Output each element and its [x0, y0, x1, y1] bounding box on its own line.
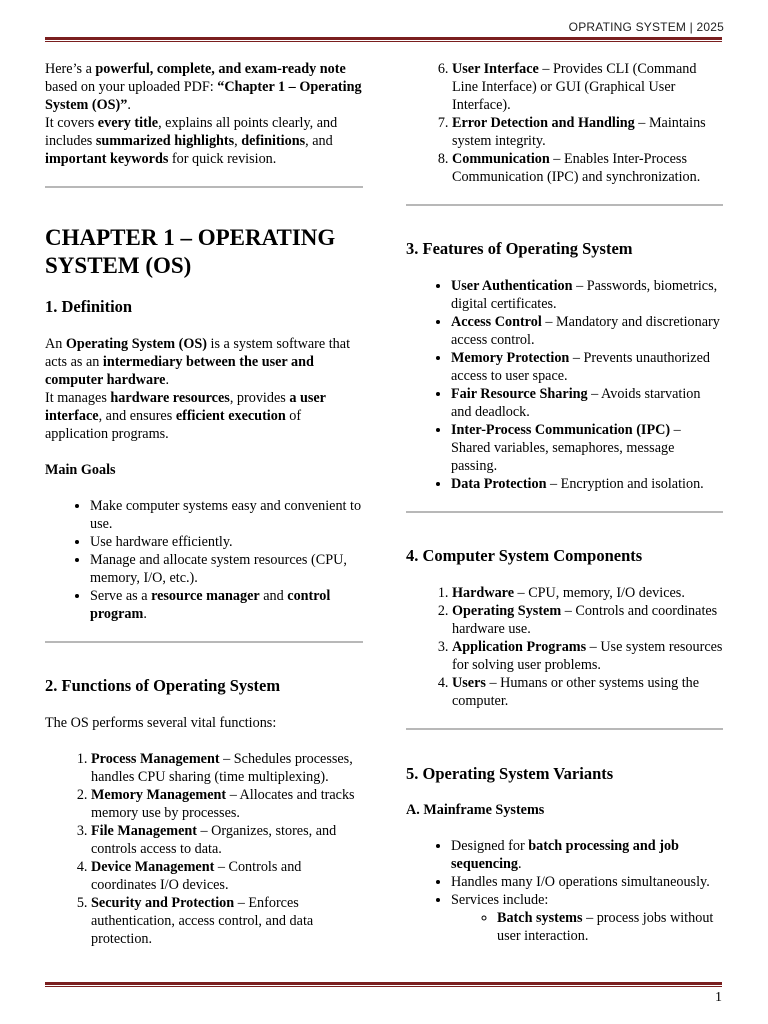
right-column	[406, 60, 723, 945]
section-separator	[45, 641, 363, 643]
list-item: • Serve as a resource manager and control program.	[90, 587, 363, 623]
functions-intro: The OS performs several vital functions:	[45, 715, 277, 731]
chapter-title: CHAPTER 1 – OPERATING SYSTEM (OS)	[45, 225, 336, 278]
functions-heading: 2. Functions of Operating System	[45, 676, 281, 695]
functions-list-continued	[406, 60, 723, 186]
section-separator	[45, 186, 363, 188]
list-item: 3. File Management – Organizes, stores, and controls access to data.	[91, 822, 363, 858]
list-item: • Fair Resource Sharing – Avoids starvation and deadlock.	[451, 385, 723, 421]
main-goals-heading: Main Goals	[45, 462, 116, 478]
list-item: • Manage and allocate system resources (CPU, memory, I/O, etc.).	[90, 551, 363, 587]
list-item: 2. Memory Management – Allocates and tracks memory use by processes.	[91, 786, 363, 822]
list-item: 6. User Interface – Provides CLI (Command Line Interface) or GUI (Graphical User Interface).	[452, 60, 723, 114]
header-rule	[45, 37, 722, 42]
list-item: 1. Process Management – Schedules processes, handles CPU sharing (time multiplexing).	[91, 750, 363, 786]
section-separator	[406, 204, 723, 206]
list-item: 8. Communication – Enables Inter-Process Communication (IPC) and synchronization.	[452, 150, 723, 186]
components-list	[406, 584, 723, 710]
components-heading: 4. Computer System Components	[406, 546, 643, 565]
footer-rule	[45, 982, 722, 987]
section-separator	[406, 511, 723, 513]
list-item: • Memory Protection – Prevents unauthorized access to user space.	[451, 349, 723, 385]
features-heading: 3. Features of Operating System	[406, 239, 633, 258]
intro-paragraph: Here’s a powerful, complete, and exam-ready note based on your uploaded PDF: “Chapter 1 – Operating System (OS)”. It covers every title, explains all points clearly, and includes summarized highlights, definitions, and important keywords for quick revision.	[45, 61, 362, 167]
list-item: • Make computer systems easy and convenient to use.	[90, 497, 363, 533]
mainframe-subheading: A. Mainframe Systems	[406, 802, 545, 818]
list-item: 2. Operating System – Controls and coordinates hardware use.	[452, 602, 723, 638]
list-item: • Handles many I/O operations simultaneously.	[451, 873, 723, 891]
list-item: • Access Control – Mandatory and discretionary access control.	[451, 313, 723, 349]
list-item: • User Authentication – Passwords, biometrics, digital certificates.	[451, 277, 723, 313]
section-separator	[406, 728, 723, 730]
page-number: 1	[715, 990, 722, 1005]
main-goals-list	[45, 497, 363, 623]
services-sublist	[451, 909, 723, 945]
running-header: OPRATING SYSTEM | 2025	[568, 20, 724, 34]
list-item: 5. Security and Protection – Enforces authentication, access control, and data protection.	[91, 894, 363, 948]
definition-heading: 1. Definition	[45, 297, 133, 316]
list-item: 1. Hardware – CPU, memory, I/O devices.	[452, 584, 723, 602]
definition-paragraph: An Operating System (OS) is a system software that acts as an intermediary between the user and computer hardware. It manages hardware resources, provides a user interface, and ensures efficient execution of application programs.	[45, 336, 351, 442]
functions-list	[45, 750, 363, 948]
variants-heading: 5. Operating System Variants	[406, 764, 614, 783]
list-item: ◦ Batch systems – process jobs without user interaction.	[497, 909, 723, 945]
list-item: • Data Protection – Encryption and isolation.	[451, 475, 723, 493]
list-item: • Services include: ◦ Batch systems – process jobs without user interaction.	[451, 891, 723, 945]
list-item: • Use hardware efficiently.	[90, 533, 363, 551]
list-item: 3. Application Programs – Use system resources for solving user problems.	[452, 638, 723, 674]
list-item: • Designed for batch processing and job sequencing.	[451, 837, 723, 873]
list-item: 7. Error Detection and Handling – Maintains system integrity.	[452, 114, 723, 150]
features-list	[406, 277, 723, 493]
list-item: • Inter-Process Communication (IPC) – Shared variables, semaphores, message passing.	[451, 421, 723, 475]
list-item: 4. Users – Humans or other systems using the computer.	[452, 674, 723, 710]
list-item: 4. Device Management – Controls and coordinates I/O devices.	[91, 858, 363, 894]
mainframe-list	[406, 837, 723, 945]
left-column	[45, 60, 363, 948]
